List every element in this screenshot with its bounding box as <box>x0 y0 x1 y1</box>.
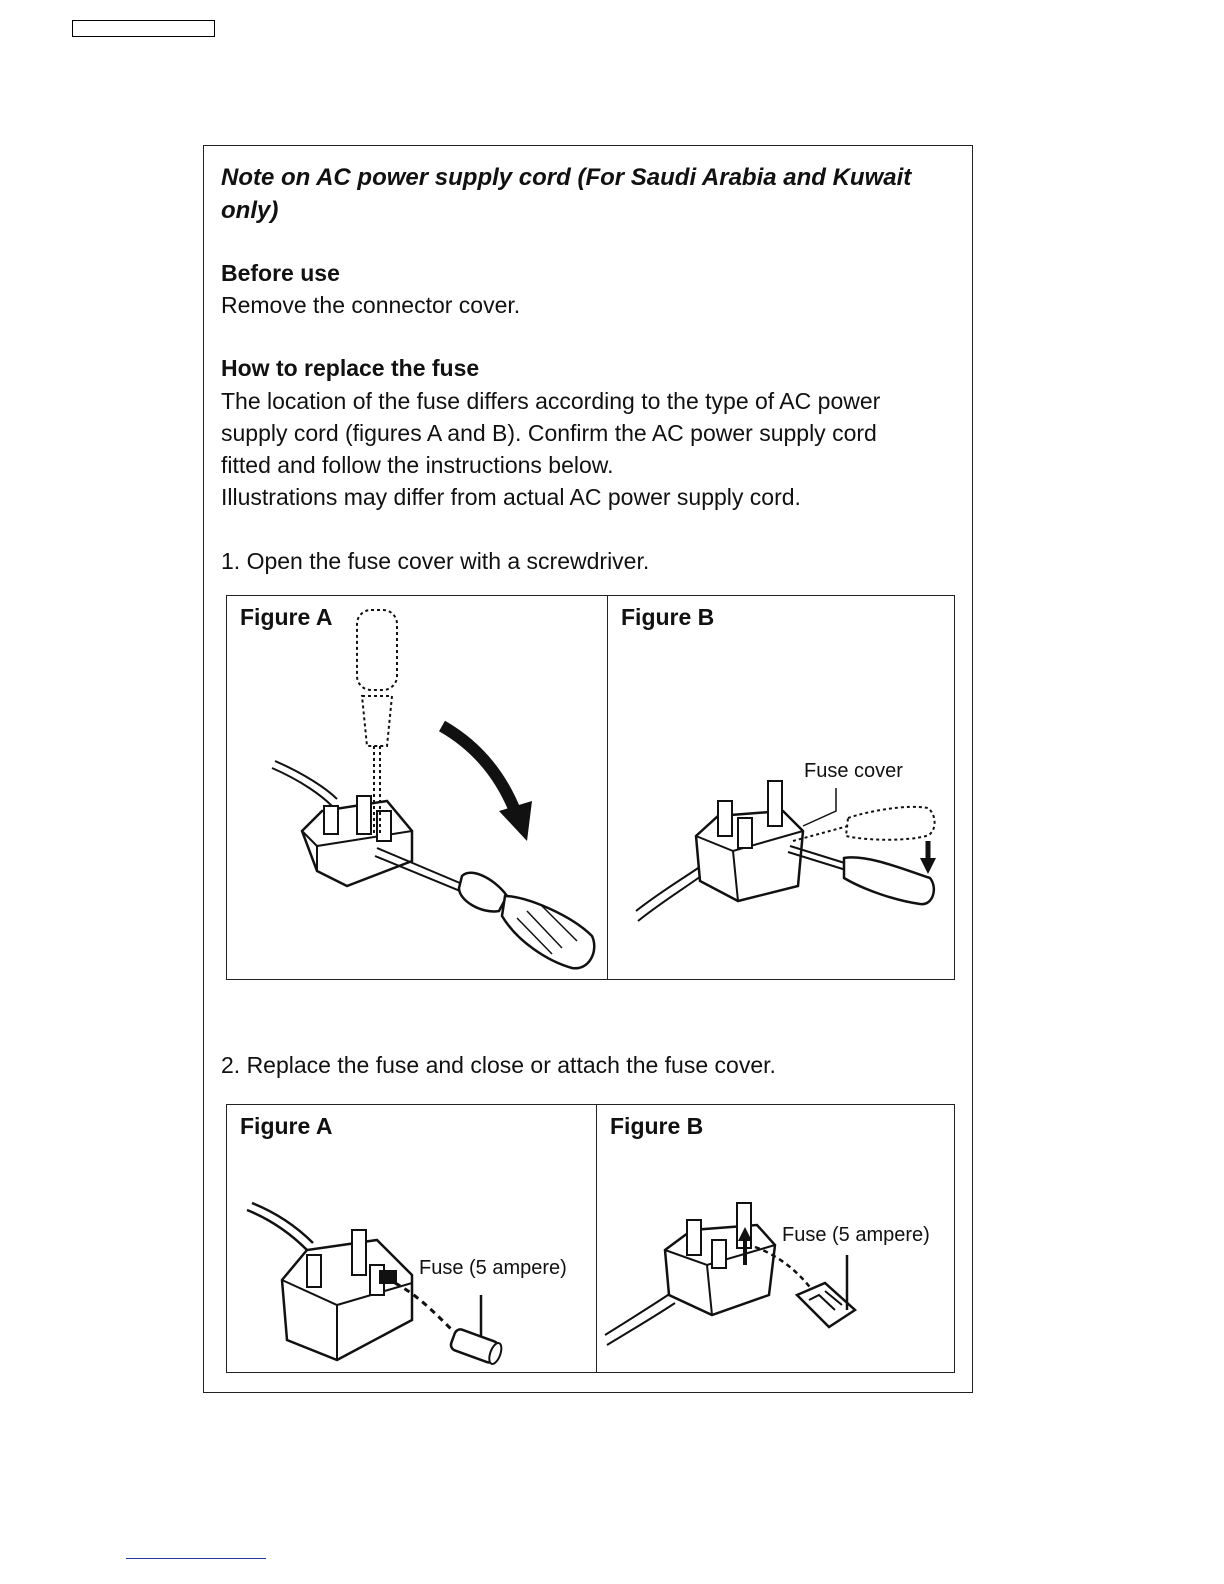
plug-fuse-illustration-b <box>597 1105 957 1374</box>
replace-fuse-heading: How to replace the fuse <box>221 355 480 381</box>
step2-figure-b <box>596 1105 954 1372</box>
paragraph-line: The location of the fuse differs according to the type of AC power <box>221 388 881 414</box>
figure-b-label: Figure B <box>621 604 715 630</box>
plug-screwdriver-illustration-a <box>227 596 607 981</box>
note-title: Note on AC power supply cord (For Saudi Arabia and Kuwait only) <box>221 164 912 224</box>
plug-fuse-illustration-a <box>227 1105 596 1374</box>
paragraph-line: fitted and follow the instructions below. <box>221 452 614 478</box>
paragraph-line: Illustrations may differ from actual AC power supply cord. <box>221 484 801 510</box>
before-use-heading: Before use <box>221 260 340 286</box>
step1-text: 1. Open the fuse cover with a screwdriver. <box>221 548 650 574</box>
replace-fuse-paragraph <box>221 385 966 513</box>
header-box <box>72 20 215 37</box>
paragraph-line: supply cord (figures A and B). Confirm the AC power supply cord <box>221 420 877 446</box>
step2-figure-table <box>226 1104 955 1373</box>
step1-figure-table <box>226 595 955 980</box>
figure-b-label: Figure B <box>610 1113 704 1139</box>
plug-screwdriver-illustration-b <box>608 596 955 981</box>
step1-figure-b <box>607 596 954 979</box>
step1-figure-a <box>227 596 607 979</box>
fuse-callout-a: Fuse (5 ampere) <box>419 1257 567 1279</box>
fuse-cover-callout: Fuse cover <box>804 760 903 782</box>
footer-line <box>126 1558 266 1559</box>
step2-figure-a <box>227 1105 596 1372</box>
before-use-text: Remove the connector cover. <box>221 292 521 318</box>
fuse-callout-b: Fuse (5 ampere) <box>782 1224 930 1246</box>
step2-text: 2. Replace the fuse and close or attach the fuse cover. <box>221 1052 776 1078</box>
figure-a-label: Figure A <box>240 1113 333 1139</box>
figure-a-label: Figure A <box>240 604 333 630</box>
